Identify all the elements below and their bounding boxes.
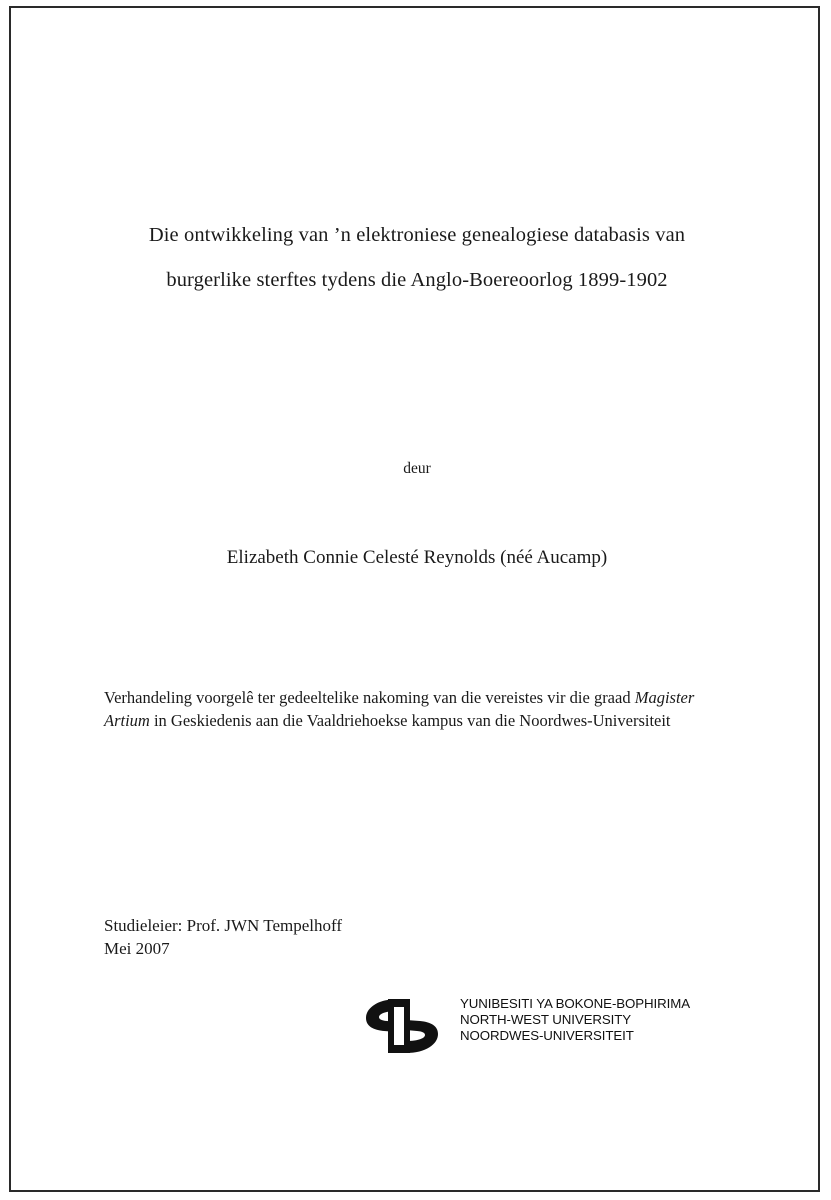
logo-line-2: NORTH-WEST UNIVERSITY — [460, 1012, 632, 1028]
submission-date: Mei 2007 — [104, 939, 170, 958]
supervisor-block — [104, 914, 604, 960]
by-label: deur — [403, 460, 431, 477]
university-logo — [252, 992, 690, 1062]
title-line-2: burgerlike sterftes tydens die Anglo-Boereoorlog 1899-1902 — [166, 269, 668, 291]
statement-part-2: in Geskiedenis aan die Vaaldriehoekse kampus van die Noordwes-Universiteit — [149, 711, 671, 730]
logo-line-1: YUNIBESITI YA BOKONE-BOPHIRIMA — [460, 996, 690, 1011]
statement-part-1: Verhandeling voorgelê ter gedeeltelike nakoming van die vereistes vir die graad — [104, 688, 635, 707]
content-column — [102, 26, 732, 1172]
degree-statement — [104, 686, 730, 732]
author-name: Elizabeth Connie Celesté Reynolds (néé Aucamp) — [226, 547, 608, 568]
page-title — [102, 213, 732, 303]
page-sheet — [32, 26, 798, 1172]
title-line-1: Die ontwikkeling van ’n elektroniese genealogiese databasis van — [148, 224, 686, 246]
logo-text — [460, 996, 720, 1045]
nwu-mark-icon — [352, 995, 452, 1057]
degree-name: Magister Artium — [104, 688, 695, 730]
supervisor-name: Studieleier: Prof. JWN Tempelhoff — [104, 916, 343, 935]
logo-line-3: NOORDWES-UNIVERSITEIT — [460, 1028, 634, 1044]
